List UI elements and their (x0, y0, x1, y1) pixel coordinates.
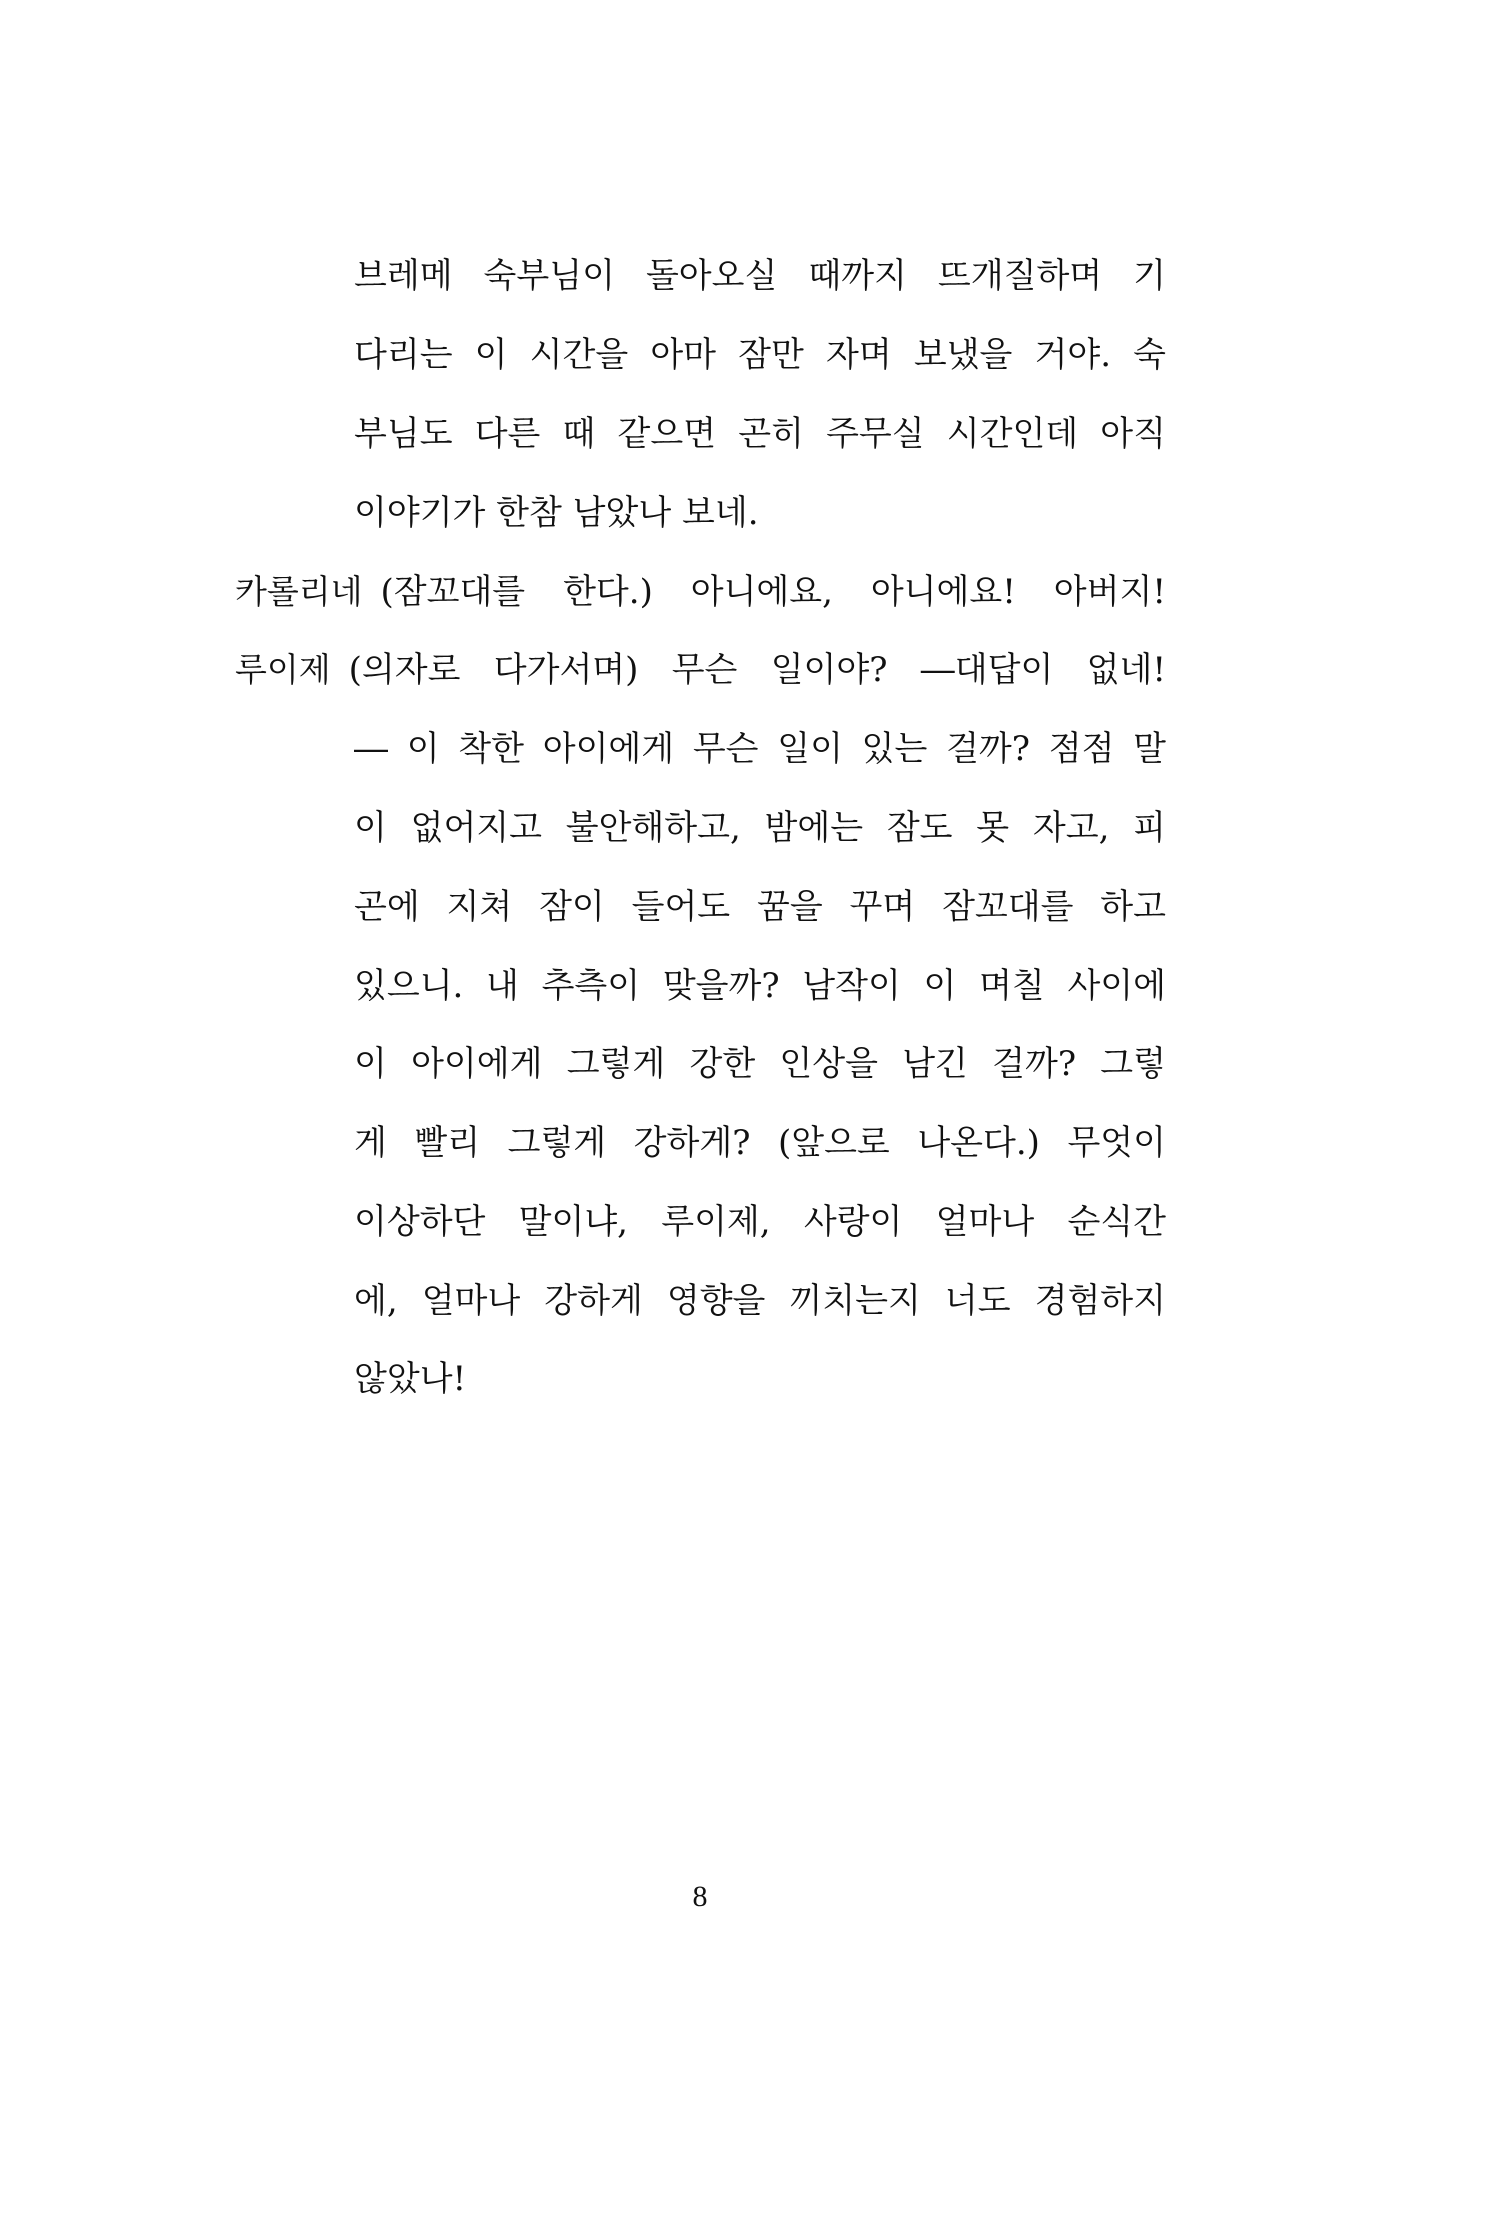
page-number: 8 (692, 1880, 708, 1913)
text-line: 이 없어지고 불안해하고, 밤에는 잠도 못 자고, 피 (354, 808, 1166, 848)
dialogue-line (235, 648, 1166, 692)
text-line: 부님도 다른 때 같으면 곤히 주무실 시간인데 아직 (354, 414, 1166, 454)
text-line: 이야기가 한참 남았나 보네. (354, 493, 759, 533)
dialogue-text: (의자로 다가서며) 무슨 일이야? ―대답이 없네! (348, 650, 1166, 690)
speaker-name: 루이제 (235, 650, 331, 689)
text-line: ― 이 착한 아이에게 무슨 일이 있는 걸까? 점점 말 (354, 729, 1166, 769)
dialogue-text: (잠꼬대를 한다.) 아니에요, 아니에요! 아버지! (380, 572, 1166, 612)
text-line: 않았나! (354, 1359, 467, 1399)
text-line: 곤에 지쳐 잠이 들어도 꿈을 꾸며 잠꼬대를 하고 (354, 887, 1166, 927)
text-line: 이 아이에게 그렇게 강한 인상을 남긴 걸까? 그렇 (354, 1044, 1166, 1084)
text-line: 있으니. 내 추측이 맞을까? 남작이 이 며칠 사이에 (354, 966, 1166, 1006)
text-line: 다리는 이 시간을 아마 잠만 자며 보냈을 거야. 숙 (354, 335, 1166, 375)
text-line: 에, 얼마나 강하게 영향을 끼치는지 너도 경험하지 (354, 1281, 1166, 1321)
text-line: 게 빨리 그렇게 강하게? (앞으로 나온다.) 무엇이 (354, 1123, 1166, 1163)
text-line: 브레메 숙부님이 돌아오실 때까지 뜨개질하며 기 (354, 256, 1166, 296)
speaker-name: 카롤리네 (235, 572, 363, 611)
dialogue-line (235, 570, 1166, 614)
text-line: 이상하단 말이냐, 루이제, 사랑이 얼마나 순식간 (354, 1202, 1166, 1242)
